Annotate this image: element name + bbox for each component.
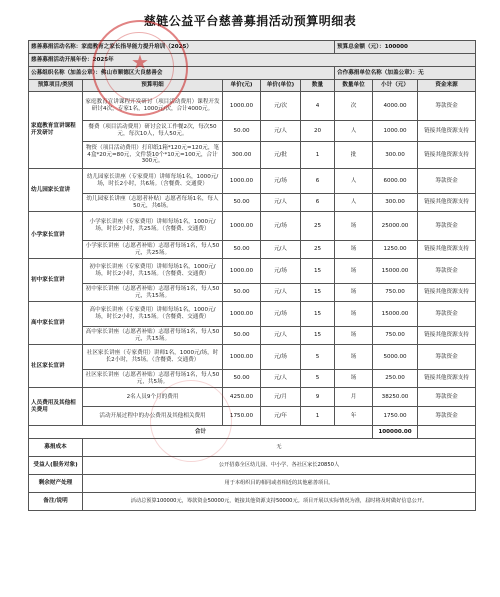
- category-cell: 幼儿园家长宣讲: [29, 169, 83, 212]
- footer-label: 募捐成本: [29, 439, 83, 457]
- source-cell: 筹款资金: [418, 259, 476, 284]
- price-unit-cell: 元/批: [261, 142, 301, 169]
- detail-cell: 初中家长讲座（志愿者补贴）志愿者每场1名，每人50元，共15场。: [83, 284, 223, 302]
- subtotal-cell: 750.00: [373, 284, 418, 302]
- qty-cell: 5: [301, 370, 335, 388]
- qty-cell: 25: [301, 212, 335, 241]
- source-cell: 筹款资金: [418, 169, 476, 194]
- qty-unit-cell: 年: [335, 407, 373, 426]
- budget-row: [29, 259, 476, 284]
- source-cell: 链接其他资源支持: [418, 121, 476, 142]
- qty-cell: 5: [301, 345, 335, 370]
- qty-cell: 1: [301, 142, 335, 169]
- qty-unit-cell: 场: [335, 370, 373, 388]
- price-unit-cell: 元/月: [261, 388, 301, 407]
- detail-cell: 物资（项目活动费用）打印纸1箱*120元=120元，笔4盒*20元=80元，文件袋10个*10元=100元，合计300元。: [83, 142, 223, 169]
- qty-unit-cell: 场: [335, 302, 373, 327]
- budget-label: 预算总金额（元）：: [337, 43, 385, 50]
- qty-cell: 6: [301, 194, 335, 212]
- period-cell: [29, 54, 476, 67]
- budget-value: 100000: [384, 43, 408, 50]
- source-cell: 链接其他资源支持: [418, 370, 476, 388]
- category-cell: 社区家长宣讲: [29, 345, 83, 388]
- detail-cell: 高中家长讲座（专家费用）讲师每场1名，1000元/场，时长2小时，共15场。（含餐费、交通费）: [83, 302, 223, 327]
- price-cell: 1000.00: [223, 259, 261, 284]
- detail-cell: 幼儿园家长讲座（志愿者补贴）志愿者每场1名，每人50元，共6场。: [83, 194, 223, 212]
- qty-unit-cell: 人: [335, 169, 373, 194]
- org-cell: [29, 67, 335, 80]
- qty-cell: 20: [301, 121, 335, 142]
- page-title: 慈链公益平台慈善募捐活动预算明细表: [143, 14, 357, 28]
- partner-label: 合作募捐单位名称（加盖公章）：: [337, 69, 419, 76]
- header-price: 单价(元): [223, 80, 261, 92]
- source-cell: 链接其他资源支持: [418, 327, 476, 345]
- detail-cell: 幼儿园家长讲座（专家费用）讲师每场1名，1000元/场，时长2小时，共6场。（含餐费、交通费）: [83, 169, 223, 194]
- footer-value: 用于本组织目的相同或者相近的其他慈善项目。: [83, 475, 476, 493]
- budget-row: [29, 370, 476, 388]
- total-empty: [418, 426, 476, 439]
- header-category: 预算项目/类别: [29, 80, 83, 92]
- subtotal-cell: 4000.00: [373, 92, 418, 121]
- detail-cell: 小学家长讲座（志愿者补贴）志愿者每场1名，每人50元，共25场。: [83, 241, 223, 259]
- price-cell: 1000.00: [223, 169, 261, 194]
- price-unit-cell: 元/人: [261, 194, 301, 212]
- budget-row: [29, 388, 476, 407]
- subtotal-cell: 1000.00: [373, 121, 418, 142]
- header-qty-unit: 数量单位: [335, 80, 373, 92]
- subtotal-cell: 5000.00: [373, 345, 418, 370]
- category-cell: 小学家长宣讲: [29, 212, 83, 259]
- activity-name: 家庭教育之家长指导能力提升培训（2025）: [81, 43, 193, 50]
- period-value: 2025年: [92, 56, 114, 63]
- qty-cell: 15: [301, 284, 335, 302]
- price-cell: 50.00: [223, 327, 261, 345]
- qty-cell: 6: [301, 169, 335, 194]
- price-cell: 50.00: [223, 121, 261, 142]
- footer-value: 公开招募全区幼儿园、中小学、各社区家长20850人: [83, 457, 476, 475]
- subtotal-cell: 1750.00: [373, 407, 418, 426]
- source-cell: 链接其他资源支持: [418, 284, 476, 302]
- subtotal-cell: 300.00: [373, 194, 418, 212]
- price-cell: 4250.00: [223, 388, 261, 407]
- subtotal-cell: 25000.00: [373, 212, 418, 241]
- price-unit-cell: 元/人: [261, 121, 301, 142]
- price-unit-cell: 元/次: [261, 92, 301, 121]
- category-cell: 家庭教育宣讲课程开发研讨: [29, 92, 83, 169]
- qty-unit-cell: 月: [335, 388, 373, 407]
- budget-row: [29, 241, 476, 259]
- budget-row: [29, 169, 476, 194]
- subtotal-cell: 38250.00: [373, 388, 418, 407]
- budget-row: [29, 302, 476, 327]
- qty-cell: 15: [301, 327, 335, 345]
- price-cell: 300.00: [223, 142, 261, 169]
- detail-cell: 家庭教育宣讲课程开发研讨（项目活动费用）课程开发研讨4次，专家1名，1000元/次，合计4000元。: [83, 92, 223, 121]
- detail-cell: 餐费（项目活动费用）研讨会议工作餐2次，每次50元，每次10人，每人50元。: [83, 121, 223, 142]
- price-unit-cell: 元/人: [261, 370, 301, 388]
- qty-cell: 15: [301, 302, 335, 327]
- price-cell: 50.00: [223, 241, 261, 259]
- category-cell: 初中家长宣讲: [29, 259, 83, 302]
- budget-row: [29, 212, 476, 241]
- budget-row: [29, 327, 476, 345]
- budget-table: [28, 40, 476, 511]
- budget-row: [29, 284, 476, 302]
- source-cell: 筹款资金: [418, 212, 476, 241]
- footer-value: 无: [83, 439, 476, 457]
- price-unit-cell: 元/人: [261, 327, 301, 345]
- total-value: 100000.00: [373, 426, 418, 439]
- partner-value: 无: [418, 69, 424, 76]
- detail-cell: 社区家长讲座（志愿者补贴）志愿者每场1名，每人50元，共5场。: [83, 370, 223, 388]
- source-cell: 链接其他资源支持: [418, 142, 476, 169]
- qty-unit-cell: 人: [335, 121, 373, 142]
- price-cell: 50.00: [223, 284, 261, 302]
- price-cell: 1750.00: [223, 407, 261, 426]
- header-row: [29, 80, 476, 92]
- source-cell: 筹款资金: [418, 302, 476, 327]
- budget-row: [29, 194, 476, 212]
- footer-label: 受益人(服务对象): [29, 457, 83, 475]
- price-unit-cell: 元/场: [261, 345, 301, 370]
- budget-row: [29, 142, 476, 169]
- header-source: 资金来源: [418, 80, 476, 92]
- seal-star-icon: ★: [131, 50, 149, 74]
- footer-row: [29, 493, 476, 511]
- footer-row: [29, 457, 476, 475]
- org-label: 公募组织名称（加盖公章）：: [31, 69, 101, 76]
- activity-name-cell: [29, 41, 335, 54]
- source-cell: 筹款资金: [418, 345, 476, 370]
- qty-cell: 15: [301, 259, 335, 284]
- qty-unit-cell: 场: [335, 327, 373, 345]
- header-detail: 预算明细: [83, 80, 223, 92]
- footer-value: 活动总预算100000元，筹款资金50000元，链接其他资源支持50000元。项目开展以实际情况为准，届时将及时做好信息公开。: [83, 493, 476, 511]
- qty-unit-cell: 场: [335, 259, 373, 284]
- price-unit-cell: 元/年: [261, 407, 301, 426]
- total-row: [29, 426, 476, 439]
- qty-unit-cell: 场: [335, 284, 373, 302]
- footer-label: 备注/说明: [29, 493, 83, 511]
- price-cell: 1000.00: [223, 92, 261, 121]
- header-subtotal: 小计（元）: [373, 80, 418, 92]
- total-label: 合计: [29, 426, 373, 439]
- detail-cell: 小学家长讲座（专家费用）讲师每场1名，1000元/场，时长2小时，共25场。（含餐费、交通费）: [83, 212, 223, 241]
- qty-cell: 9: [301, 388, 335, 407]
- source-cell: 筹款资金: [418, 388, 476, 407]
- qty-cell: 25: [301, 241, 335, 259]
- qty-cell: 1: [301, 407, 335, 426]
- budget-total-cell: [335, 41, 476, 54]
- org-value: 佛山市顺德区大良慈善会: [100, 69, 163, 76]
- subtotal-cell: 300.00: [373, 142, 418, 169]
- price-cell: 1000.00: [223, 212, 261, 241]
- activity-label: 慈善募捐活动名称：: [31, 43, 82, 50]
- detail-cell: 2名人员9个月的费用: [83, 388, 223, 407]
- detail-cell: 活动开展过程中的办公费用及其他相关费用: [83, 407, 223, 426]
- qty-unit-cell: 场: [335, 241, 373, 259]
- subtotal-cell: 6000.00: [373, 169, 418, 194]
- source-cell: 筹款资金: [418, 407, 476, 426]
- price-unit-cell: 元/场: [261, 212, 301, 241]
- category-cell: 高中家长宣讲: [29, 302, 83, 345]
- footer-label: 剩余财产处理: [29, 475, 83, 493]
- footer-row: [29, 475, 476, 493]
- detail-cell: 初中家长讲座（专家费用）讲师每场1名，1000元/场，时长2小时，共15场。（含餐费、交通费）: [83, 259, 223, 284]
- budget-row: [29, 407, 476, 426]
- header-price-unit: 单价(单位): [261, 80, 301, 92]
- source-cell: 链接其他资源支持: [418, 194, 476, 212]
- subtotal-cell: 15000.00: [373, 259, 418, 284]
- price-unit-cell: 元/场: [261, 302, 301, 327]
- budget-row: [29, 92, 476, 121]
- detail-cell: 高中家长讲座（志愿者补贴）志愿者每场1名，每人50元，共15场。: [83, 327, 223, 345]
- price-unit-cell: 元/人: [261, 284, 301, 302]
- price-cell: 1000.00: [223, 302, 261, 327]
- partner-cell: [335, 67, 476, 80]
- price-unit-cell: 元/场: [261, 259, 301, 284]
- subtotal-cell: 750.00: [373, 327, 418, 345]
- qty-unit-cell: 场: [335, 212, 373, 241]
- budget-row: [29, 345, 476, 370]
- qty-cell: 4: [301, 92, 335, 121]
- qty-unit-cell: 批: [335, 142, 373, 169]
- price-unit-cell: 元/场: [261, 169, 301, 194]
- qty-unit-cell: 次: [335, 92, 373, 121]
- qty-unit-cell: 人: [335, 194, 373, 212]
- footer-row: [29, 439, 476, 457]
- header-qty: 数量: [301, 80, 335, 92]
- qty-unit-cell: 场: [335, 345, 373, 370]
- price-unit-cell: 元/人: [261, 241, 301, 259]
- category-cell: 人员费用及其他相关费用: [29, 388, 83, 426]
- price-cell: 1000.00: [223, 345, 261, 370]
- budget-row: [29, 121, 476, 142]
- price-cell: 50.00: [223, 194, 261, 212]
- detail-cell: 社区家长讲座（专家费用）讲师1名，1000元/场，时长2小时，共5场。（含餐费、交通费）: [83, 345, 223, 370]
- source-cell: 筹款资金: [418, 92, 476, 121]
- price-cell: 50.00: [223, 370, 261, 388]
- period-label: 慈善募捐活动开展年份：: [31, 56, 93, 63]
- subtotal-cell: 1250.00: [373, 241, 418, 259]
- source-cell: 链接其他资源支持: [418, 241, 476, 259]
- subtotal-cell: 15000.00: [373, 302, 418, 327]
- subtotal-cell: 250.00: [373, 370, 418, 388]
